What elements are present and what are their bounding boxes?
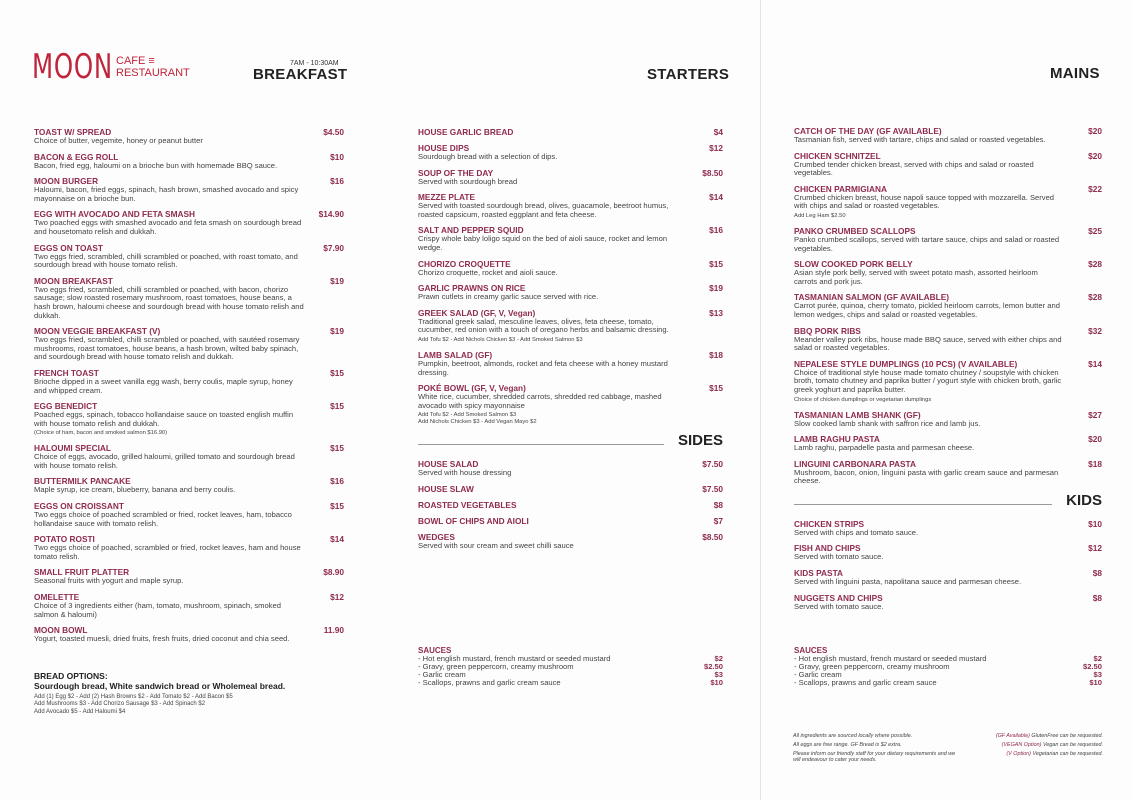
bread-addon-line: Add (1) Egg $2 - Add (2) Hash Browns $2 - Add Tomato $2 - Add Bacon $5 (34, 693, 233, 700)
menu-item (418, 168, 723, 187)
sides-title: SIDES (677, 432, 723, 450)
menu-item (794, 410, 1102, 429)
item-name: TOAST W/ SPREAD (34, 127, 112, 137)
item-name: CHORIZO CROQUETTE (418, 258, 511, 269)
menu-item (418, 532, 723, 551)
item-description: Two eggs fried, scrambled, chilli scrambled or poached, with sautéed rosemary mushrooms, roast tomatoes, house beans, a hash brown, wilted baby spinach, and sourdough bread with house tomato relish and dukkah. (34, 335, 300, 362)
sauce-label: - Hot english mustard, french mustard or seeded mustard (418, 654, 611, 663)
item-name: SOUP OF THE DAY (418, 167, 494, 178)
divider-line (418, 444, 664, 445)
item-name: CHICKEN PARMIGIANA (794, 183, 887, 194)
menu-item (794, 226, 1102, 253)
item-description: Yogurt, toasted muesli, dried fruits, fresh fruits, dried coconut and chia seed. (34, 634, 290, 644)
sauces-title: SAUCES (794, 646, 828, 655)
item-description: Served with chips and tomato sauce. (794, 527, 919, 537)
item-price: $7.50 (702, 459, 723, 470)
item-description: Meander valley pork ribs, house made BBQ sauce, served with either chips and salad or roasted vegetables. (794, 334, 1062, 353)
menu-item (794, 519, 1102, 538)
item-price: $4 (713, 127, 723, 137)
item-price: $15 (330, 367, 344, 378)
menu-item (794, 292, 1102, 319)
sauce-price: $10 (710, 678, 723, 687)
item-price: $7.90 (323, 242, 344, 253)
item-price: $7 (713, 515, 723, 526)
item-price: $18 (1088, 458, 1102, 469)
item-name: MOON BURGER (34, 176, 99, 187)
sides-divider (418, 432, 723, 449)
item-price: $20 (1088, 126, 1102, 136)
item-name: HOUSE SALAD (418, 459, 479, 470)
brand-logo (32, 47, 190, 87)
item-name: SMALL FRUIT PLATTER (34, 567, 130, 578)
menu-item (34, 401, 344, 437)
item-description: White rice, cucumber, shredded carrots, shredded red cabbage, mashed avocado with spicy mayonnaise (418, 392, 662, 410)
item-description: Two eggs fried, scrambled, chilli scrambled or poached, with bacon, chorizo sausage; slow roasted rosemary mushroom, roast tomatoes, house beans, a hash brown, haloumi cheese and sourdough bread with house tomato relish and dukkah. (34, 284, 304, 320)
menu-item (794, 326, 1102, 353)
item-name: EGGS ON TOAST (34, 242, 103, 253)
page-fold (760, 0, 761, 800)
item-name: FRENCH TOAST (34, 367, 99, 378)
sauce-label: - Garlic cream (794, 670, 842, 679)
item-price: $19 (330, 326, 344, 337)
diet-tag: (V Option) (1006, 751, 1031, 757)
bread-title: BREAD OPTIONS: (34, 670, 108, 681)
item-price: 11.90 (323, 625, 344, 636)
menu-item (418, 259, 723, 278)
item-price: $20 (1088, 434, 1102, 445)
item-price: $12 (1088, 543, 1102, 554)
item-description: Bacon, fried egg, haloumi on a brioche bun with homemade BBQ sauce. (34, 160, 278, 170)
footer-note: All ingredients are sourced locally where possible. (793, 733, 913, 739)
menu-item (418, 283, 723, 302)
menu-item (418, 350, 723, 377)
item-name: HOUSE DIPS (418, 143, 470, 153)
item-name: SLOW COOKED PORK BELLY (794, 259, 913, 270)
menu-item (34, 152, 344, 171)
footer-note: All eggs are free range. GF Bread is $2 extra. (793, 742, 902, 748)
item-description: Two eggs fried, scrambled, chilli scrambled or poached, with roast tomato, and sourdough bread with house tomato relish. (34, 251, 298, 270)
item-price: $8.50 (702, 167, 723, 178)
item-description: Mushroom, bacon, onion, linguini pasta with garlic cream sauce and parmesan cheese. (794, 467, 1059, 486)
menu-item (794, 568, 1102, 587)
item-note: Choice of chicken dumplings or vegetarian dumplings (794, 396, 932, 403)
item-name: MOON VEGGIE BREAKFAST (V) (34, 326, 161, 337)
item-description: Crumbed tender chicken breast, served with chips and salad or roasted vegetables. (794, 159, 1034, 178)
sauces-title: SAUCES (418, 646, 452, 655)
item-name: HOUSE GARLIC BREAD (418, 127, 514, 137)
item-name: EGGS ON CROISSANT (34, 501, 124, 512)
item-price: $12 (330, 592, 344, 603)
item-price: $32 (1088, 325, 1102, 336)
item-name: EGG BENEDICT (34, 401, 98, 412)
item-description: Served with tomato sauce. (794, 601, 884, 611)
sauces-block (418, 646, 723, 687)
item-description: Crispy whole baby loligo squid on the bed of aioli sauce, rocket and lemon wedge. (418, 234, 668, 252)
item-price: $8 (1092, 568, 1102, 579)
footer-note: Please inform our friendly staff for your dietary requirements and we will endeavour to cater your needs. (793, 751, 956, 763)
menu-item (794, 259, 1102, 286)
item-name: BOWL OF CHIPS AND AIOLI (418, 515, 529, 526)
item-name: EGG WITH AVOCADO AND FETA SMASH (34, 209, 196, 220)
item-price: $16 (709, 225, 723, 236)
sauce-price: $2.50 (1082, 662, 1102, 671)
bread-addon-line: Add Avocado $5 - Add Haloumi $4 (34, 708, 126, 715)
menu-item (34, 276, 344, 320)
menu-item (794, 359, 1102, 404)
item-name: BBQ PORK RIBS (794, 325, 861, 336)
item-description: Brioche dipped in a sweet vanilla egg wash, berry coulis, maple syrup, honey and whipped cream. (34, 376, 293, 395)
mains-title: MAINS (1050, 65, 1100, 82)
brand-subtitle: CAFE ≡ RESTAURANT (116, 55, 190, 79)
diet-tag: (VEGAN Option) (1001, 742, 1042, 748)
diet-text: GlutenFree can be requested. (1029, 733, 1103, 739)
sauce-price: $2 (714, 654, 723, 663)
item-price: $8 (713, 499, 723, 510)
item-price: $8 (1092, 592, 1102, 603)
item-price: $28 (1088, 259, 1102, 270)
menu-item (418, 225, 723, 252)
menu-item (794, 126, 1102, 145)
item-price: $16 (330, 476, 344, 487)
menu-item (794, 434, 1102, 453)
item-name: CATCH OF THE DAY (GF AVAILABLE) (794, 126, 942, 136)
item-note: Add Leg Ham $2.50 (794, 212, 846, 219)
menu-item (794, 543, 1102, 562)
item-description: Choice of traditional style house made tomato chutney / soupstyle with chicken broth, tomato chutney and paprika butter / yogurt style with chicken broth, garlic greek yoghurt and paprika butter. (794, 367, 1062, 394)
menu-item (34, 501, 344, 528)
sauce-label: - Gravy, green peppercorn, creamy mushroom (418, 662, 574, 671)
item-description: Carrot purée, quinoa, cherry tomato, pickled heirloom carrots, lemon butter and lemon wedges, chips and salad or roasted vegetables. (794, 301, 1060, 319)
item-name: LINGUINI CARBONARA PASTA (794, 458, 916, 469)
item-price: $10 (330, 151, 344, 162)
menu-item (418, 459, 723, 478)
menu-item (34, 368, 344, 395)
item-name: HOUSE SLAW (418, 483, 474, 494)
item-note: Add Tofu $2 - Add Smoked Salmon $3 (418, 412, 517, 419)
menu-item (34, 625, 344, 644)
item-name: GREEK SALAD (GF, V, Vegan) (418, 307, 536, 318)
item-description: Served with sourdough bread (418, 176, 518, 186)
item-name: BUTTERMILK PANCAKE (34, 476, 131, 487)
item-name: KIDS PASTA (794, 568, 844, 579)
item-price: $25 (1088, 225, 1102, 236)
item-name: BACON & EGG ROLL (34, 151, 119, 162)
item-name: PANKO CRUMBED SCALLOPS (794, 225, 916, 236)
breakfast-list (34, 127, 344, 716)
item-description: Lamb raghu, parpadelle pasta and parmesan cheese. (794, 443, 975, 453)
item-description: Served with house dressing (418, 468, 512, 478)
item-description: Choice of 3 ingredients either (ham, tomato, mushroom, spinach, smoked salmon & haloumi) (34, 601, 281, 619)
item-description: Panko crumbed scallops, served with tartare sauce, chips and salad or roasted vegetables. (794, 234, 1060, 253)
sauce-label: - Scallops, prawns and garlic cream sauce (794, 678, 937, 687)
item-name: NUGGETS AND CHIPS (794, 592, 883, 603)
sauce-label: - Hot english mustard, french mustard or seeded mustard (794, 654, 987, 663)
item-name: FISH AND CHIPS (794, 543, 861, 554)
item-price: $15 (330, 443, 344, 454)
menu-item (418, 192, 723, 219)
item-description: Served with tomato sauce. (794, 552, 884, 562)
menu-item (418, 308, 723, 344)
item-name: TASMANIAN LAMB SHANK (GF) (794, 409, 921, 420)
item-description: Served with sour cream and sweet chilli sauce (418, 540, 574, 550)
menu-item (418, 127, 723, 137)
sauce-price: $10 (1089, 678, 1102, 687)
menu-item (794, 459, 1102, 486)
item-price: $18 (709, 349, 723, 360)
item-price: $20 (1088, 150, 1102, 161)
item-description: Served with linguini pasta, napolitana sauce and parmesan cheese. (794, 577, 1022, 587)
kids-title: KIDS (1066, 491, 1102, 509)
menu-item (34, 534, 344, 561)
footer-row (793, 751, 1103, 763)
footer-notes (793, 733, 1103, 766)
item-name: MEZZE PLATE (418, 192, 476, 203)
menu-item (34, 476, 344, 495)
item-price: $15 (330, 401, 344, 412)
sauce-row (418, 679, 723, 687)
item-name: LAMB RAGHU PASTA (794, 434, 880, 445)
item-price: $8.50 (702, 531, 723, 542)
item-description: Slow cooked lamb shank with saffron rice and lamb jus. (794, 418, 981, 428)
menu-item (34, 567, 344, 586)
item-name: GARLIC PRAWNS ON RICE (418, 283, 526, 294)
item-price: $16 (330, 176, 344, 187)
item-description: Asian style pork belly, served with sweet potato mash, assorted heirloom carrots and pork jus. (794, 268, 1038, 286)
starters-list (418, 127, 723, 557)
menu-item (34, 176, 344, 203)
sauce-label: - Gravy, green peppercorn, creamy mushroom (794, 662, 950, 671)
item-name: LAMB SALAD (GF) (418, 349, 493, 360)
item-price: $7.50 (702, 483, 723, 494)
sauce-row (794, 679, 1102, 687)
item-note: (Choice of ham, bacon and smoked salmon $16.90) (34, 430, 168, 437)
item-description: Sourdough bread with a selection of dips. (418, 152, 558, 161)
item-price: $15 (330, 501, 344, 512)
item-name: NEPALESE STYLE DUMPLINGS (10 PCS) (V AVAILABLE) (794, 358, 1018, 369)
diet-text: Vegan can be requested. (1041, 742, 1103, 748)
item-price: $8.90 (323, 567, 344, 578)
item-price: $15 (709, 258, 723, 269)
item-description: Poached eggs, spinach, tobacco hollandaise sauce on toasted english muffin with house tomato relish and dukkah. (34, 410, 294, 428)
item-price: $27 (1088, 409, 1102, 420)
item-price: $14 (709, 192, 723, 203)
sauce-price: $3 (1093, 670, 1102, 679)
item-description: Traditional greek salad, mesculine leaves, olives, feta cheese, tomato, cucumber, red onion with a touch of oregano herbs and balsamic dressing. (418, 316, 669, 335)
item-name: CHICKEN STRIPS (794, 518, 865, 529)
mains-list (794, 126, 1102, 617)
item-description: Haloumi, bacon, fried eggs, spinach, hash brown, smashed avocado and spicy mayonnaise on a brioche bun. (34, 185, 299, 203)
menu-item (418, 143, 723, 162)
item-description: Two eggs choice of poached, scrambled or fried, rocket leaves, ham and house tomato relish. (34, 543, 301, 561)
item-name: MOON BOWL (34, 625, 88, 636)
footer-row (793, 742, 1103, 748)
item-price: $4.50 (323, 127, 344, 137)
item-price: $19 (709, 283, 723, 294)
item-price: $13 (709, 307, 723, 318)
sauce-label: - Garlic cream (418, 670, 466, 679)
brand-name: MOON (32, 47, 113, 87)
item-name: SALT AND PEPPER SQUID (418, 225, 524, 236)
item-description: Seasonal fruits with yogurt and maple syrup. (34, 576, 184, 586)
item-price: $14.90 (318, 209, 344, 220)
item-description: Crumbed chicken breast, house napoli sauce topped with mozzarella. Served with chips and salad or roasted vegetables. (794, 192, 1055, 211)
menu-item (794, 593, 1102, 612)
footer-row (793, 733, 1103, 739)
diet-tag: (GF Available) (995, 733, 1030, 739)
item-description: Maple syrup, ice cream, blueberry, banana and berry coulis. (34, 485, 236, 495)
item-price: $19 (330, 275, 344, 286)
menu-item (34, 209, 344, 236)
item-price: $28 (1088, 292, 1102, 303)
menu-item (34, 127, 344, 146)
bread-addon-line: Add Mushrooms $3 - Add Chorizo Sausage $3 - Add Spinach $2 (34, 701, 206, 708)
item-description: Two poached eggs with smashed avocado and feta smash on sourdough bread and housetomato relish and dukkah. (34, 218, 302, 236)
sauce-label: - Scallops, prawns and garlic cream sauce (418, 678, 561, 687)
breakfast-hours: 7AM - 10:30AM (290, 60, 339, 67)
diet-text: Vegetarian can be requested. (1030, 751, 1103, 757)
item-name: WEDGES (418, 531, 455, 542)
menu-item (34, 243, 344, 270)
menu-item (34, 443, 344, 470)
starters-title: STARTERS (647, 66, 730, 83)
sauce-price: $2 (1093, 654, 1102, 663)
menu-item (418, 516, 723, 526)
kids-divider (794, 492, 1102, 509)
item-description: Tasmanian fish, served with tartare, chips and salad or roasted vegetables. (794, 135, 1046, 144)
item-description: Served with toasted sourdough bread, olives, guacamole, beetroot humus, roasted capsicum, roasted eggplant and feta cheese. (418, 201, 669, 219)
bread-options (34, 672, 344, 717)
item-price: $22 (1088, 183, 1102, 194)
item-name: CHICKEN SCHNITZEL (794, 150, 881, 161)
menu-item (34, 326, 344, 362)
item-description: Pumpkin, beetroot, almonds, rocket and feta cheese with a honey mustard dressing. (418, 358, 668, 377)
item-description: Choice of butter, vegemite, honey or peanut butter (34, 136, 203, 145)
item-price: $14 (1088, 358, 1102, 369)
item-description: Prawn cutlets in creamy garlic sauce served with rice. (418, 292, 599, 302)
item-description: Two eggs choice of poached scrambled or fried, rocket leaves, ham, tobacco hollandaise sauce with tomato relish. (34, 510, 292, 528)
item-note: Add Tofu $2 - Add Nichols Chicken $3 - Add Smoked Salmon $3 (418, 336, 583, 343)
sauces-block (794, 646, 1102, 687)
item-name: POKÉ BOWL (GF, V, Vegan) (418, 383, 526, 394)
item-name: OMELETTE (34, 592, 80, 603)
menu-item (418, 383, 723, 426)
item-description: Chorizo croquette, rocket and aioli sauce. (418, 267, 558, 277)
divider-line (794, 504, 1052, 505)
sauce-price: $2.50 (703, 662, 723, 671)
menu-item (794, 151, 1102, 178)
item-description: Choice of eggs, avocado, grilled haloumi, grilled tomato and sourdough bread with house tomato relish. (34, 452, 295, 470)
item-name: MOON BREAKFAST (34, 275, 113, 286)
breakfast-title: BREAKFAST (253, 66, 348, 83)
item-name: HALOUMI SPECIAL (34, 443, 111, 454)
item-name: TASMANIAN SALMON (GF AVAILABLE) (794, 292, 950, 303)
menu-item (418, 500, 723, 510)
item-price: $14 (330, 534, 344, 545)
item-name: POTATO ROSTI (34, 534, 95, 545)
item-price: $10 (1088, 518, 1102, 529)
menu-item (794, 184, 1102, 220)
bread-options-text: Sourdough bread, White sandwich bread or Wholemeal bread. (34, 680, 286, 691)
menu-item (418, 484, 723, 494)
item-note: Add Nichols Chicken $3 - Add Vegan Mayo $2 (418, 419, 537, 426)
sauce-price: $3 (714, 670, 723, 679)
item-price: $12 (709, 143, 723, 153)
item-price: $15 (709, 383, 723, 394)
item-name: ROASTED VEGETABLES (418, 499, 517, 510)
menu-item (34, 592, 344, 619)
